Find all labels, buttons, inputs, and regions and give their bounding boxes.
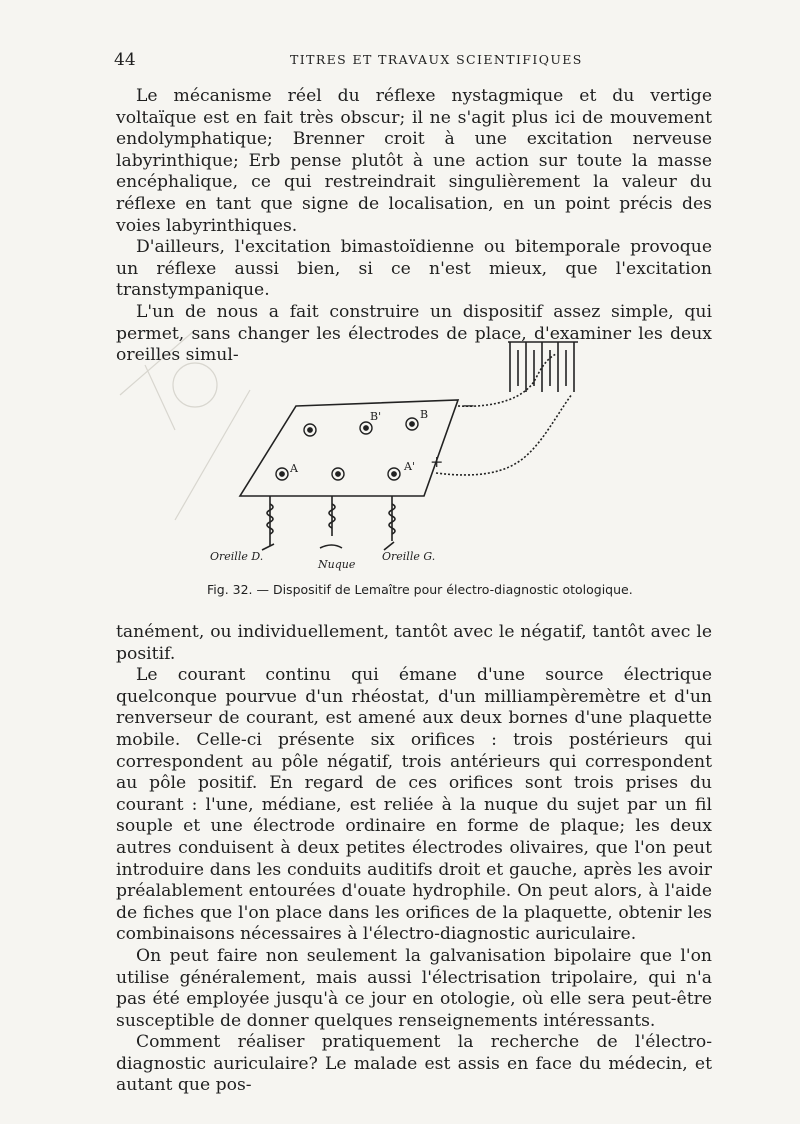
body-text-bottom — [116, 622, 712, 1097]
label-nuque: Nuque — [318, 558, 356, 571]
paragraph: L'un de nous a fait construire un dispositif assez simple, qui permet, sans changer les électrodes de place, d'examiner les deux oreilles simul- — [116, 301, 712, 366]
paragraph: On peut faire non seulement la galvanisation bipolaire que l'on utilise généralement, mais aussi l'électrisation tripolaire, qui n'a pas été employée jusqu'à ce jour en otologie, où elle sera peut-être susceptible de donner quelques renseignements intéressants. — [116, 945, 712, 1031]
paragraph: Le mécanisme réel du réflexe nystagmique et du vertige voltaïque est en fait très obscur; il ne s'agit plus ici de mouvement endolymphatique; Brenner croit à une excitation nerveuse labyrinthique; Erb pense plutôt à une action sur toute la masse encéphalique, ce qui restreindrait singulièrement la valeur du réflexe en tant que signe de localisation, en un point précis des voies labyrinthiques. — [116, 86, 712, 236]
label-b-prime: B' — [370, 410, 382, 423]
label-oreille-g: Oreille G. — [382, 550, 436, 563]
paragraph: D'ailleurs, l'excitation bimastoïdienne ou bitemporale provoque un réflexe aussi bien, si ce n'est mieux, que l'excitation transtympanique. — [116, 237, 712, 301]
body-text-top — [116, 86, 712, 367]
label-plus: + — [430, 452, 444, 471]
label-oreille-d: Oreille D. — [210, 550, 264, 563]
running-head: TITRES ET TRAVAUX SCIENTIFIQUES — [290, 52, 583, 67]
paragraph: Comment réaliser pratiquement la recherche de l'électro-diagnostic auriculaire? Le malade est assis en face du médecin, et autant que pos- — [116, 1032, 712, 1096]
figure-caption: Fig. 32. — Dispositif de Lemaître pour électro-diagnostic otologique. — [207, 582, 633, 597]
label-a-prime: A' — [404, 460, 415, 473]
paragraph: Le courant continu qui émane d'une source électrique quelconque pourvue d'un rhéostat, d'un milliampèremètre et d'un renverseur de courant, est amené aux deux bornes d'une plaquette mobile. Celle-ci présente six orifices : trois postérieurs qui correspondent au pôle négatif, trois antérieurs qui correspondent au pôle positif. En regard de ces orifices sont trois prises du courant : l'une, médiane, est reliée à la nuque du sujet par un fil souple et une électrode ordinaire en forme de plaque; les deux autres conduisent à deux petites électrodes olivaires, que l'on peut introduire dans les conduits auditifs droit et gauche, après les avoir préalablement entourées d'ouate hydrophile. On peut alors, à l'aide de fiches que l'on place dans les orifices de la plaquette, obtenir les combinaisons nécessaires à l'électro-diagnostic auriculaire. — [116, 665, 712, 945]
label-a: A — [290, 462, 298, 475]
label-minus: − — [462, 396, 476, 415]
label-b: B — [420, 408, 429, 421]
figure-electrode-device — [210, 336, 596, 586]
paragraph: tanément, ou individuellement, tantôt avec le négatif, tantôt avec le positif. — [116, 622, 712, 664]
page-number: 44 — [114, 50, 136, 70]
